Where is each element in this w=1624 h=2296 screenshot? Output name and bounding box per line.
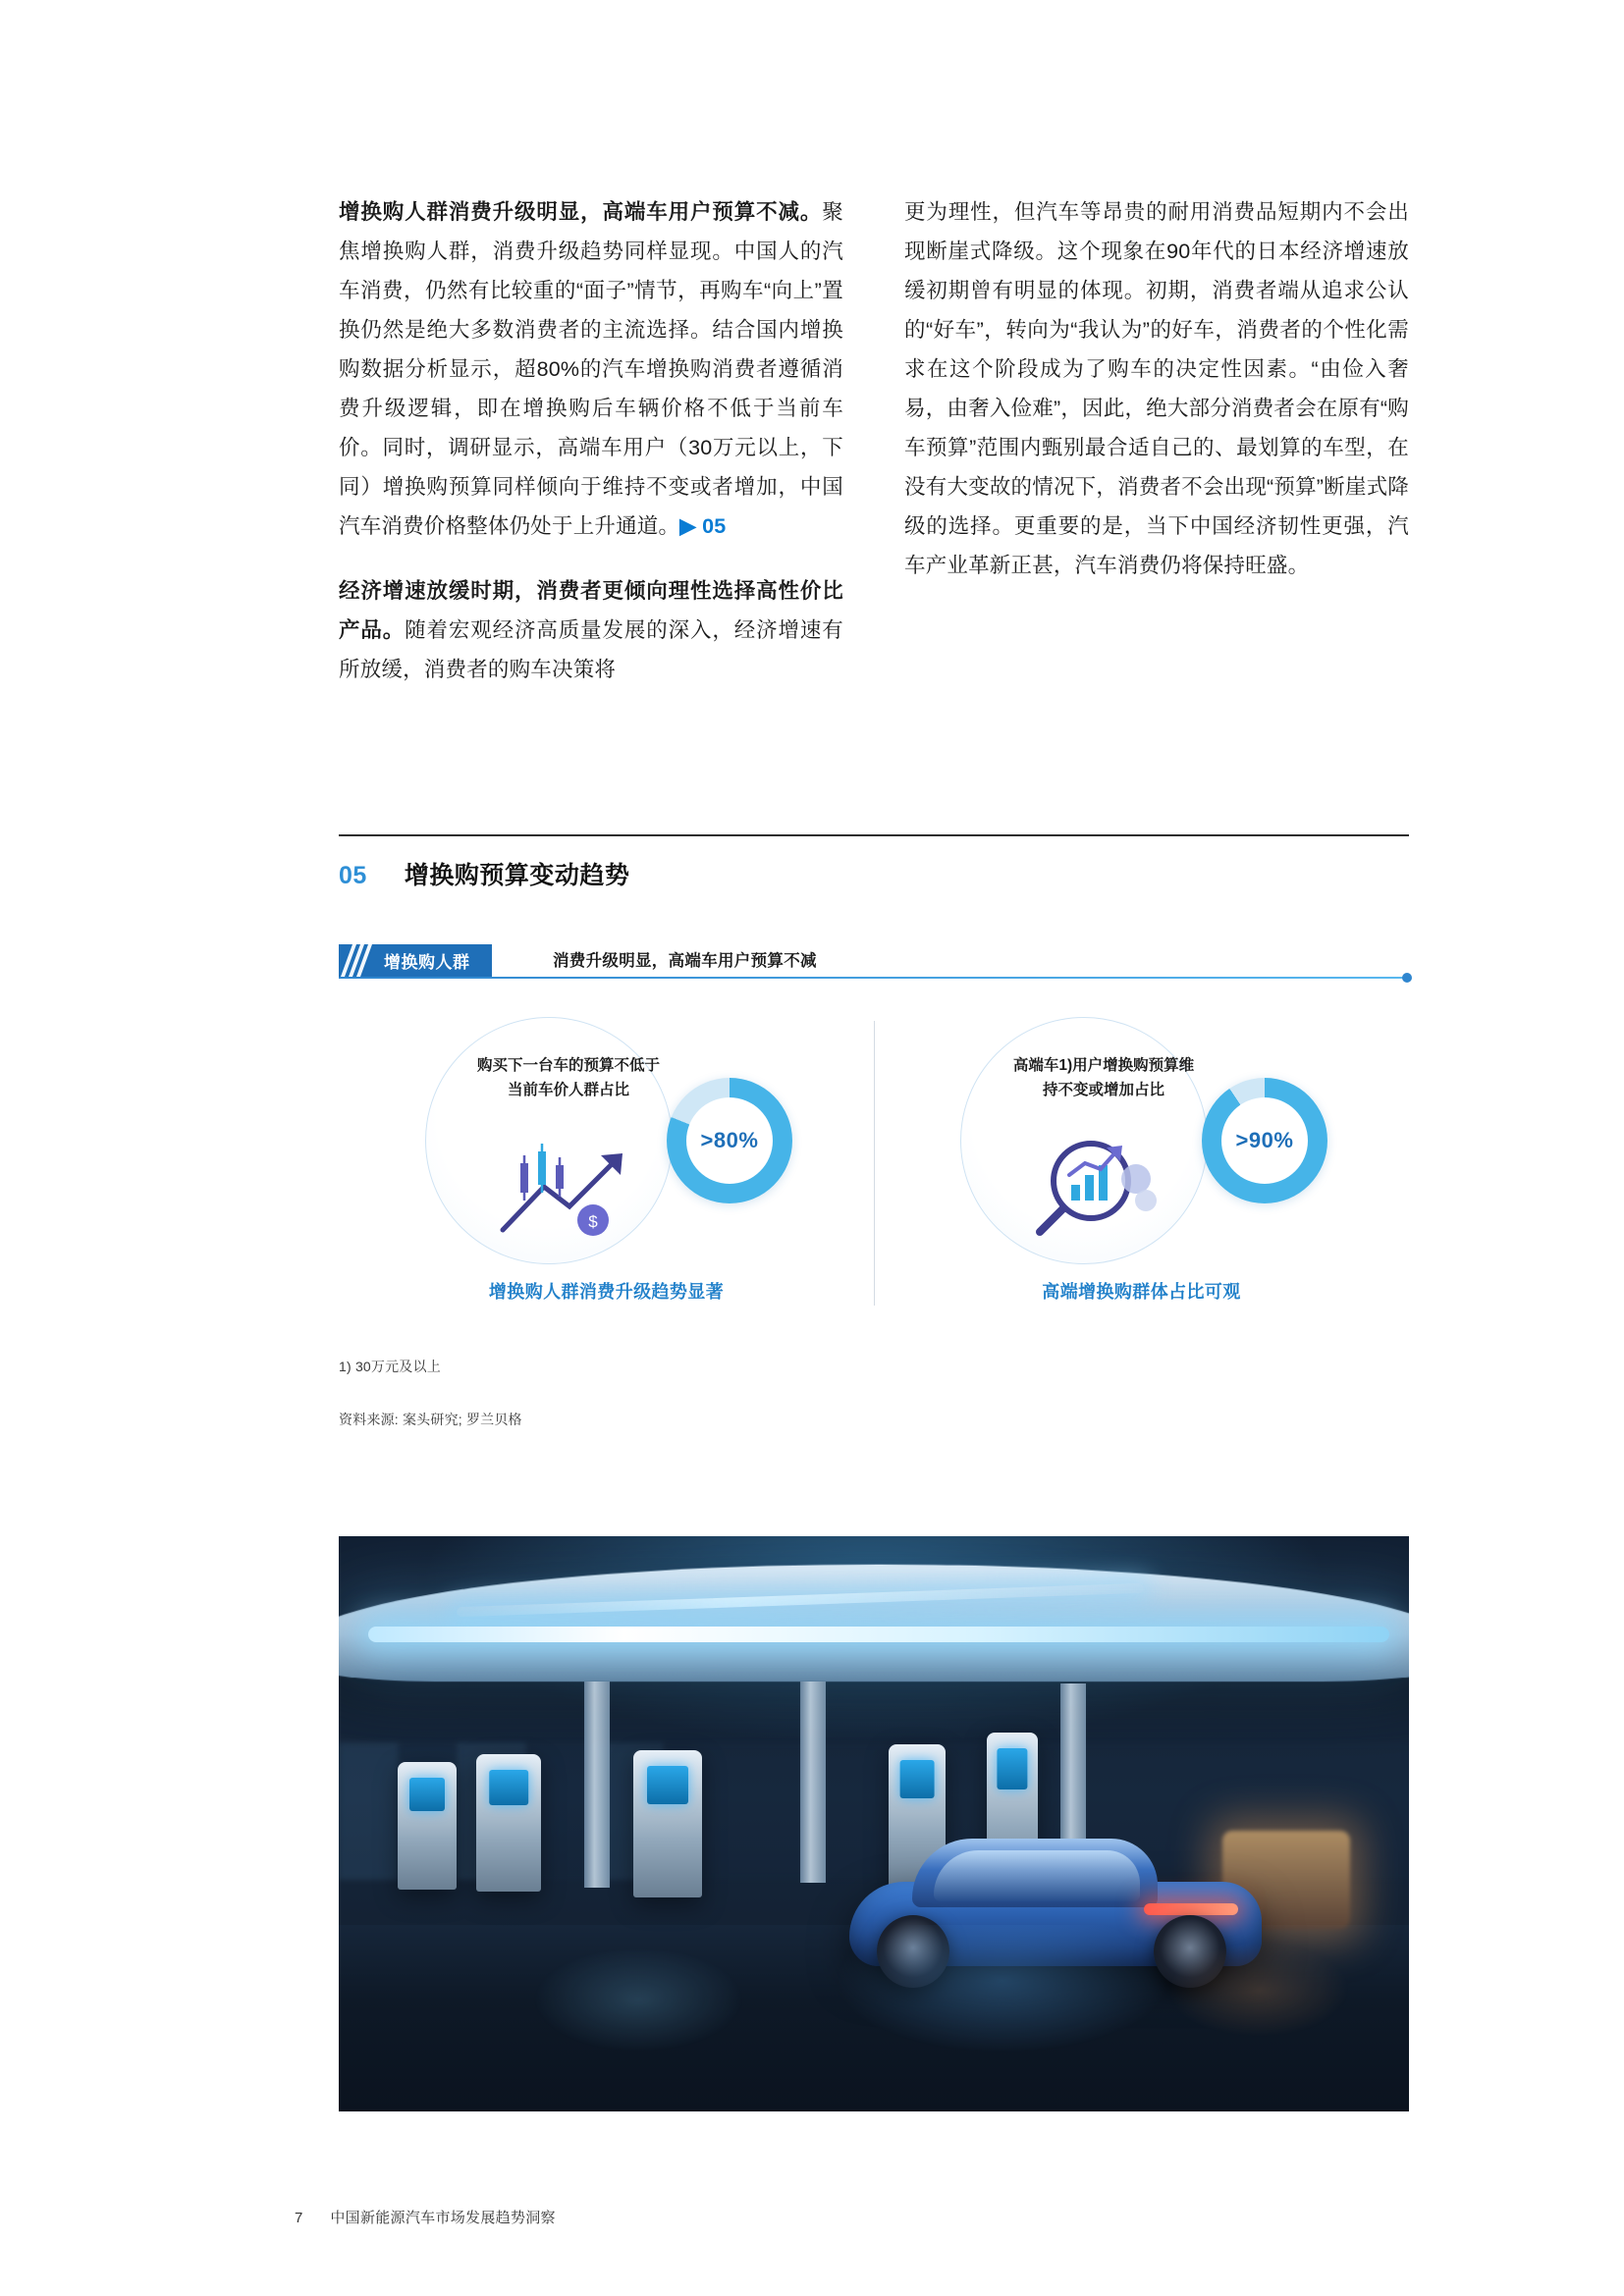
section-header bbox=[339, 856, 1409, 891]
footnote-1: 1) 30万元及以上 bbox=[339, 1359, 441, 1374]
banner-underline bbox=[339, 977, 1409, 979]
footnote-source: 资料来源: 案头研究; 罗兰贝格 bbox=[339, 1412, 522, 1427]
outer-ring-left bbox=[425, 1017, 673, 1264]
svg-text:$: $ bbox=[588, 1212, 598, 1231]
banner-subtitle: 消费升级明显，高端车用户预算不减 bbox=[553, 952, 817, 970]
panel-premium-budget bbox=[874, 1011, 1409, 1325]
donut-hole-right bbox=[1221, 1097, 1308, 1184]
paragraph-3: 更为理性，但汽车等昂贵的耐用消费品短期内不会出现断崖式降级。这个现象在90年代的日本经济增速放缓初期曾有明显的体现。初期，消费者端从追求公认的“好车”，转向为“我认为”的好车，消费者的个性化需求在这个阶段成为了购车的决定性因素。“由俭入奢易，由奢入俭难”，因此，绝大部分消费者会在原有“购车预算”范围内甄别最合适自己的、最划算的车型，在没有大变故的情况下，消费者不会出现“预算”断崖式降级的选择。更重要的是，当下中国经济韧性更强，汽车产业革新正甚，汽车消费仍将保持旺盛。 bbox=[904, 200, 1409, 577]
exhibit-banner bbox=[339, 944, 1409, 980]
ring-caption-right: 高端车1)用户增换购预算维持不变或增加占比 bbox=[1012, 1057, 1195, 1098]
paragraph-1-body: 聚焦增换购人群，消费升级趋势同样显现。中国人的汽车消费，仍然有比较重的“面子”情节，再购车“向上”置换仍然是绝大多数消费者的主流选择。结合国内增换购数据分析显示，超80%的汽车增换购消费者遵循消费升级逻辑，即在增换购后车辆价格不低于当前车价。同时，调研显示，高端车用户（30万元以上，下同）增换购预算同样倾向于维持不变或者增加，中国汽车消费价格整体仍处于上升通道。 bbox=[339, 200, 843, 538]
paragraph-1-lead: 增换购人群消费升级明显，高端车用户预算不减。 bbox=[339, 200, 823, 224]
panel-consumption-upgrade bbox=[339, 1011, 874, 1325]
magnifier-bar-chart-icon bbox=[1020, 1136, 1187, 1244]
body-columns bbox=[339, 192, 1409, 689]
right-column bbox=[904, 192, 1409, 689]
paragraph-2-body: 随着宏观经济高质量发展的深入，经济增速有所放缓，消费者的购车决策将 bbox=[339, 618, 843, 681]
arrow-up-chart-icon bbox=[485, 1136, 652, 1244]
banner-end-dot bbox=[1402, 973, 1412, 983]
banner-tag-label: 增换购人群 bbox=[384, 953, 470, 972]
donut-value-left: >80% bbox=[700, 1128, 759, 1152]
donut-hole-left bbox=[686, 1097, 773, 1184]
ring-caption-left: 购买下一台车的预算不低于当前车价人群占比 bbox=[476, 1057, 660, 1098]
donut-chart-right bbox=[1202, 1078, 1327, 1203]
donut-chart-left bbox=[667, 1078, 792, 1203]
photo-car-glass bbox=[934, 1850, 1140, 1901]
panel-ring-wrap-left bbox=[406, 1017, 798, 1262]
photo-pillar-left bbox=[584, 1682, 610, 1888]
photo-car-taillight bbox=[1144, 1903, 1238, 1915]
photo-pillar-mid bbox=[800, 1682, 826, 1883]
footer-page-number: 7 bbox=[295, 2210, 303, 2226]
footer-document-title: 中国新能源汽车市场发展趋势洞察 bbox=[330, 2210, 556, 2226]
panel-caption-right: 高端增换购群体占比可观 bbox=[1042, 1282, 1241, 1302]
photo-canopy-light-strip bbox=[368, 1627, 1389, 1642]
paragraph-2-lead: 经济增速放缓时期，消费者更倾向理性选择高性价比产品。 bbox=[339, 579, 843, 642]
section-title: 增换购预算变动趋势 bbox=[404, 862, 630, 889]
paragraph-1 bbox=[339, 192, 843, 546]
page-footer bbox=[295, 2207, 556, 2227]
donut-value-right: >90% bbox=[1235, 1128, 1294, 1152]
ev-charging-station-night-photo bbox=[339, 1536, 1409, 2111]
banner-tag bbox=[339, 944, 492, 977]
left-column bbox=[339, 192, 843, 689]
photo-charger-3 bbox=[633, 1750, 702, 1897]
photo-charger-2 bbox=[476, 1754, 541, 1892]
reference-link-05[interactable]: ▶ 05 bbox=[679, 514, 727, 538]
paragraph-2 bbox=[339, 571, 843, 689]
section-number: 05 bbox=[339, 862, 367, 889]
slash-decoration-icon bbox=[347, 944, 382, 977]
photo-charger-1 bbox=[398, 1762, 457, 1890]
section-divider bbox=[339, 834, 1409, 836]
panel-ring-wrap-right bbox=[941, 1017, 1333, 1262]
panel-caption-left: 增换购人群消费升级趋势显著 bbox=[488, 1282, 725, 1302]
outer-ring-right bbox=[960, 1017, 1208, 1264]
exhibit-panels bbox=[339, 1011, 1409, 1325]
photo-wet-ground-reflection bbox=[339, 1925, 1409, 2111]
